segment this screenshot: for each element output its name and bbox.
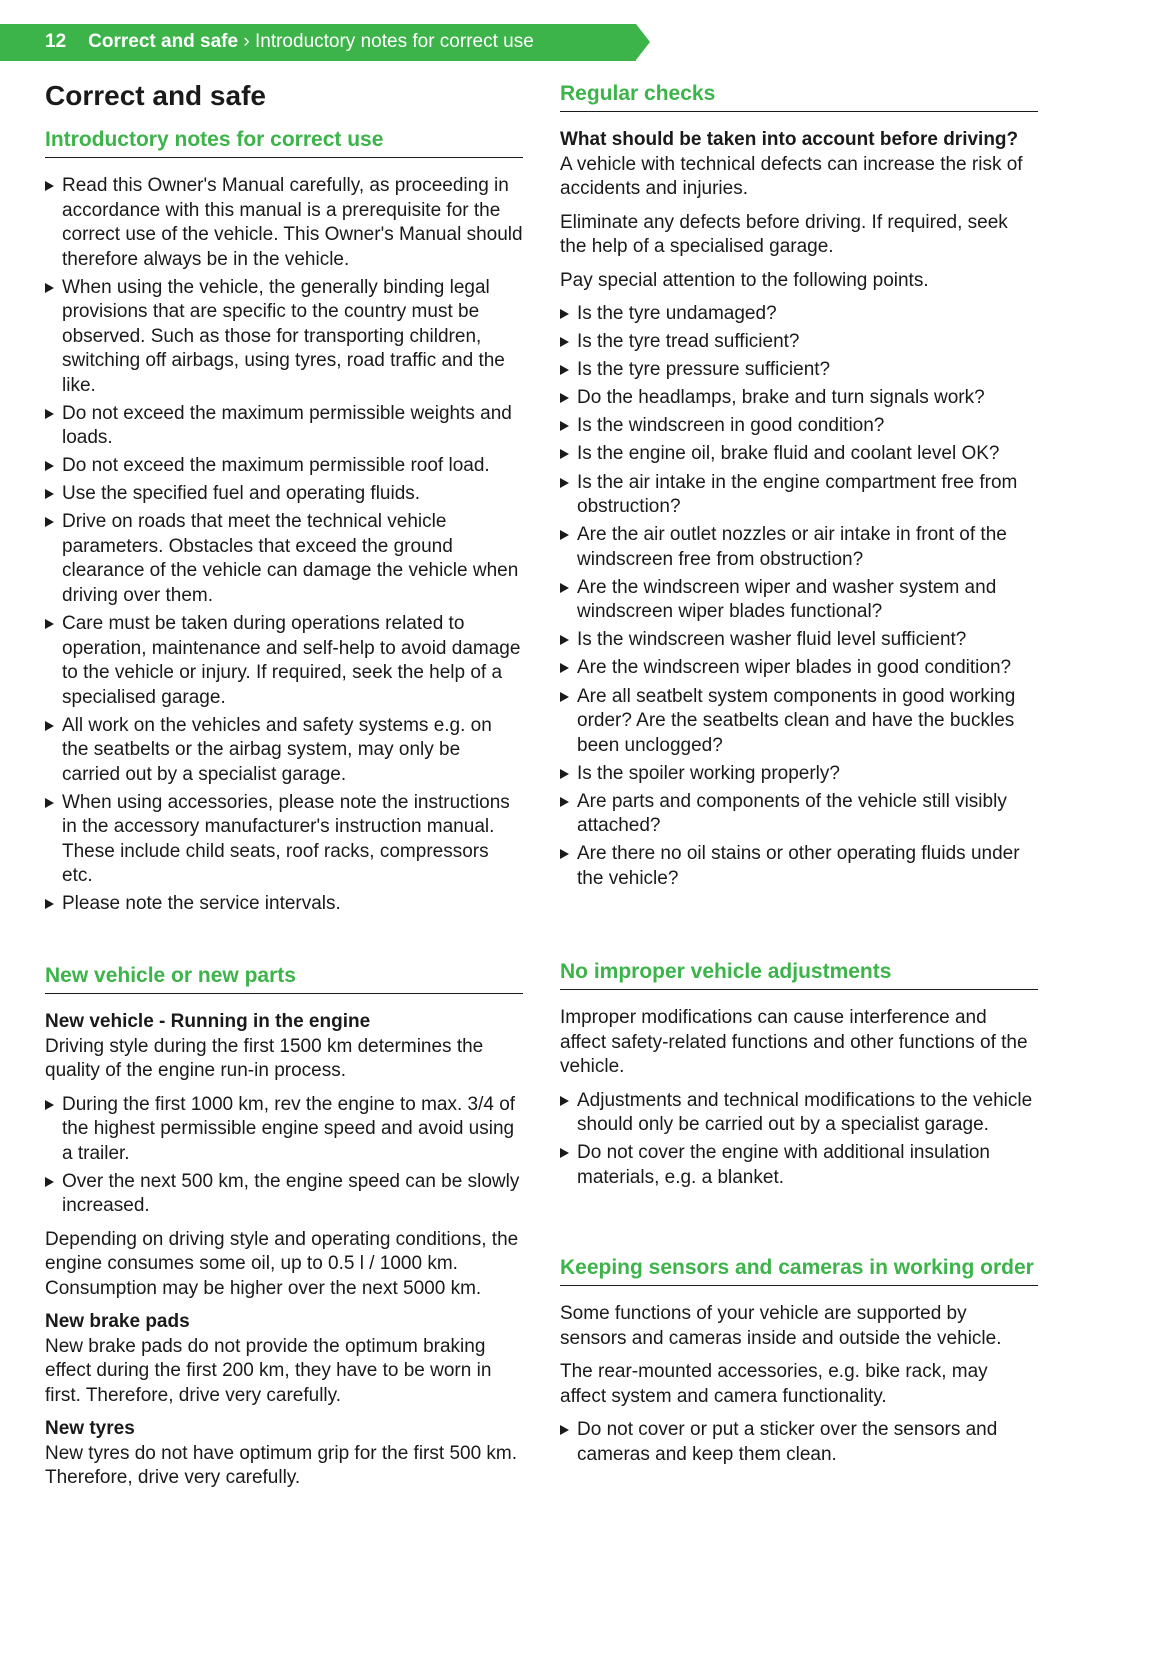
paragraph: Driving style during the first 1500 km determines the quality of the engine run-in process. bbox=[45, 1035, 484, 1081]
paragraph: Depending on driving style and operating conditions, the engine consumes some oil, up to 0.5 l / 1000 km. Consumption may be higher over the next 5000 km. bbox=[45, 1228, 519, 1299]
triangle-bullet-icon bbox=[560, 421, 569, 431]
bullet-list bbox=[560, 1089, 1038, 1191]
triangle-bullet-icon bbox=[45, 283, 54, 293]
triangle-bullet-icon bbox=[45, 798, 54, 808]
list-item bbox=[560, 386, 1038, 411]
triangle-bullet-icon bbox=[45, 517, 54, 527]
list-item bbox=[45, 714, 523, 788]
list-item bbox=[45, 510, 523, 608]
list-item bbox=[560, 1418, 1038, 1467]
triangle-bullet-icon bbox=[560, 365, 569, 375]
section-title: New vehicle or new parts bbox=[45, 962, 523, 994]
list-item bbox=[560, 1089, 1038, 1138]
breadcrumb-chapter: Correct and safe bbox=[88, 31, 239, 52]
list-item-text: When using accessories, please note the instructions in the accessory manufacturer's instruction manual. These include child seats, roof racks, compressors etc. bbox=[62, 791, 510, 887]
list-item bbox=[45, 482, 523, 507]
paragraph: Eliminate any defects before driving. If required, seek the help of a specialised garage. bbox=[560, 211, 1008, 257]
list-item bbox=[560, 576, 1038, 625]
list-item-text: Are parts and components of the vehicle still visibly attached? bbox=[577, 790, 1007, 837]
header-arrow bbox=[636, 24, 650, 60]
triangle-bullet-icon bbox=[45, 181, 54, 191]
page-title: Correct and safe bbox=[45, 80, 266, 111]
triangle-bullet-icon bbox=[560, 1425, 569, 1435]
triangle-bullet-icon bbox=[560, 769, 569, 779]
list-item bbox=[560, 471, 1038, 520]
list-item bbox=[560, 358, 1038, 383]
list-item-text: Drive on roads that meet the technical vehicle parameters. Obstacles that exceed the ground clearance of the vehicle can damage the vehicle when driving over them. bbox=[62, 511, 519, 606]
triangle-bullet-icon bbox=[560, 849, 569, 859]
bullet-list bbox=[45, 174, 523, 917]
subheading: New tyres bbox=[45, 1418, 135, 1440]
triangle-bullet-icon bbox=[45, 1100, 54, 1110]
list-item-text: Are the windscreen wiper and washer system and windscreen wiper blades functional? bbox=[577, 576, 997, 623]
triangle-bullet-icon bbox=[45, 409, 54, 419]
triangle-bullet-icon bbox=[45, 489, 54, 499]
triangle-bullet-icon bbox=[560, 635, 569, 645]
list-item-text: Do the headlamps, brake and turn signals work? bbox=[577, 387, 985, 409]
section bbox=[45, 80, 523, 926]
list-item-text: Read this Owner's Manual carefully, as proceeding in accordance with this manual is a prerequisite for the correct use of the vehicle. This Owner's Manual should therefore always be in the vehicle. bbox=[62, 175, 523, 270]
list-item bbox=[560, 1141, 1038, 1190]
paragraph: A vehicle with technical defects can increase the risk of accidents and injuries. bbox=[560, 153, 1023, 199]
list-item bbox=[560, 685, 1038, 759]
list-item bbox=[560, 330, 1038, 355]
list-item bbox=[45, 612, 523, 710]
triangle-bullet-icon bbox=[45, 721, 54, 731]
list-item-text: Are there no oil stains or other operating fluids under the vehicle? bbox=[577, 843, 1020, 889]
triangle-bullet-icon bbox=[45, 619, 54, 629]
list-item-text: Are the windscreen wiper blades in good condition? bbox=[577, 657, 1012, 679]
paragraph: New brake pads do not provide the optimum braking effect during the first 200 km, they have to be worn in first. Therefore, drive very carefully. bbox=[45, 1335, 492, 1406]
triangle-bullet-icon bbox=[560, 337, 569, 347]
section bbox=[560, 80, 1038, 900]
triangle-bullet-icon bbox=[560, 530, 569, 540]
subheading: New vehicle - Running in the engine bbox=[45, 1011, 371, 1032]
bullet-list bbox=[560, 302, 1038, 891]
list-item bbox=[45, 1170, 523, 1219]
paragraph: Improper modifications can cause interference and affect safety-related functions and other functions of the vehicle. bbox=[560, 1007, 1028, 1077]
list-item bbox=[560, 656, 1038, 681]
list-item-text: Is the tyre undamaged? bbox=[577, 303, 777, 324]
section-title: No improper vehicle adjustments bbox=[560, 958, 1038, 990]
list-item bbox=[45, 174, 523, 272]
list-item-text: Are the air outlet nozzles or air intake in front of the windscreen free from obstruction? bbox=[577, 524, 1007, 570]
triangle-bullet-icon bbox=[560, 692, 569, 702]
list-item-text: When using the vehicle, the generally binding legal provisions that are specific to the country must be observed. Such as those for transporting children, switching off airbags, using tyres, road traffic and the like. bbox=[62, 276, 505, 396]
triangle-bullet-icon bbox=[560, 1096, 569, 1106]
subheading: New brake pads bbox=[45, 1311, 190, 1333]
list-item bbox=[45, 892, 523, 917]
triangle-bullet-icon bbox=[560, 1148, 569, 1158]
list-item-text: Is the windscreen washer fluid level sufficient? bbox=[577, 629, 967, 651]
triangle-bullet-icon bbox=[560, 309, 569, 319]
section-title: Introductory notes for correct use bbox=[45, 126, 523, 158]
paragraph: New tyres do not have optimum grip for the first 500 km. Therefore, drive very carefully. bbox=[45, 1442, 518, 1489]
list-item-text: Use the specified fuel and operating fluids. bbox=[62, 483, 421, 505]
paragraph: The rear-mounted accessories, e.g. bike rack, may affect system and camera functionality. bbox=[560, 1361, 988, 1407]
triangle-bullet-icon bbox=[560, 663, 569, 673]
list-item bbox=[45, 276, 523, 399]
list-item bbox=[560, 842, 1038, 891]
section-title: Keeping sensors and cameras in working order bbox=[560, 1254, 1038, 1286]
triangle-bullet-icon bbox=[45, 899, 54, 909]
list-item bbox=[560, 442, 1038, 467]
triangle-bullet-icon bbox=[45, 1177, 54, 1187]
list-item bbox=[45, 454, 523, 479]
bullet-list bbox=[560, 1418, 1038, 1467]
list-item bbox=[560, 762, 1038, 787]
list-item-text: Please note the service intervals. bbox=[62, 893, 341, 915]
list-item-text: Is the spoiler working properly? bbox=[577, 762, 840, 784]
list-item-text: Is the engine oil, brake fluid and coolant level OK? bbox=[577, 443, 1000, 465]
page-number: 12 bbox=[45, 31, 67, 52]
list-item-text: Are all seatbelt system components in good working order? Are the seatbelts clean and have the buckles been unclogged? bbox=[577, 685, 1016, 756]
section bbox=[560, 1254, 1038, 1476]
list-item bbox=[560, 523, 1038, 572]
running-header bbox=[45, 31, 534, 53]
list-item-text: Do not exceed the maximum permissible weights and loads. bbox=[62, 402, 512, 449]
triangle-bullet-icon bbox=[560, 449, 569, 459]
list-item-text: Is the air intake in the engine compartment free from obstruction? bbox=[577, 471, 1018, 518]
breadcrumb-separator: › bbox=[238, 31, 255, 52]
section bbox=[560, 958, 1038, 1199]
list-item-text: Over the next 500 km, the engine speed can be slowly increased. bbox=[62, 1170, 520, 1217]
list-item bbox=[45, 402, 523, 451]
list-item-text: Do not cover the engine with additional insulation materials, e.g. a blanket. bbox=[577, 1142, 990, 1188]
subheading: What should be taken into account before driving? bbox=[560, 129, 1019, 150]
triangle-bullet-icon bbox=[560, 583, 569, 593]
list-item-text: Adjustments and technical modifications to the vehicle should only be carried out by a specialist garage. bbox=[577, 1089, 1033, 1135]
list-item-text: Is the windscreen in good condition? bbox=[577, 415, 885, 437]
section-title: Regular checks bbox=[560, 80, 1038, 112]
paragraph: Some functions of your vehicle are supported by sensors and cameras inside and outside the vehicle. bbox=[560, 1303, 1002, 1349]
paragraph: Pay special attention to the following points. bbox=[560, 269, 929, 291]
triangle-bullet-icon bbox=[560, 393, 569, 403]
triangle-bullet-icon bbox=[560, 478, 569, 488]
list-item-text: Is the tyre pressure sufficient? bbox=[577, 359, 831, 381]
bullet-list bbox=[45, 1093, 523, 1219]
triangle-bullet-icon bbox=[45, 461, 54, 471]
breadcrumb-section: Introductory notes for correct use bbox=[254, 31, 534, 52]
list-item-text: Care must be taken during operations related to operation, maintenance and self-help to avoid damage to the vehicle or injury. If required, seek the help of a specialised garage. bbox=[62, 613, 521, 708]
list-item-text: All work on the vehicles and safety systems e.g. on the seatbelts or the airbag system, may only be carried out by a specialist garage. bbox=[62, 714, 492, 785]
list-item bbox=[45, 791, 523, 889]
list-item bbox=[45, 1093, 523, 1167]
list-item-text: Do not cover or put a sticker over the sensors and cameras and keep them clean. bbox=[577, 1419, 998, 1465]
list-item-text: Do not exceed the maximum permissible roof load. bbox=[62, 455, 490, 477]
list-item-text: During the first 1000 km, rev the engine to max. 3/4 of the highest permissible engine speed and avoid using a trailer. bbox=[62, 1093, 516, 1164]
section bbox=[45, 962, 523, 1500]
list-item-text: Is the tyre tread sufficient? bbox=[577, 331, 800, 353]
list-item bbox=[560, 790, 1038, 839]
list-item bbox=[560, 302, 1038, 327]
triangle-bullet-icon bbox=[560, 797, 569, 807]
list-item bbox=[560, 414, 1038, 439]
list-item bbox=[560, 628, 1038, 653]
